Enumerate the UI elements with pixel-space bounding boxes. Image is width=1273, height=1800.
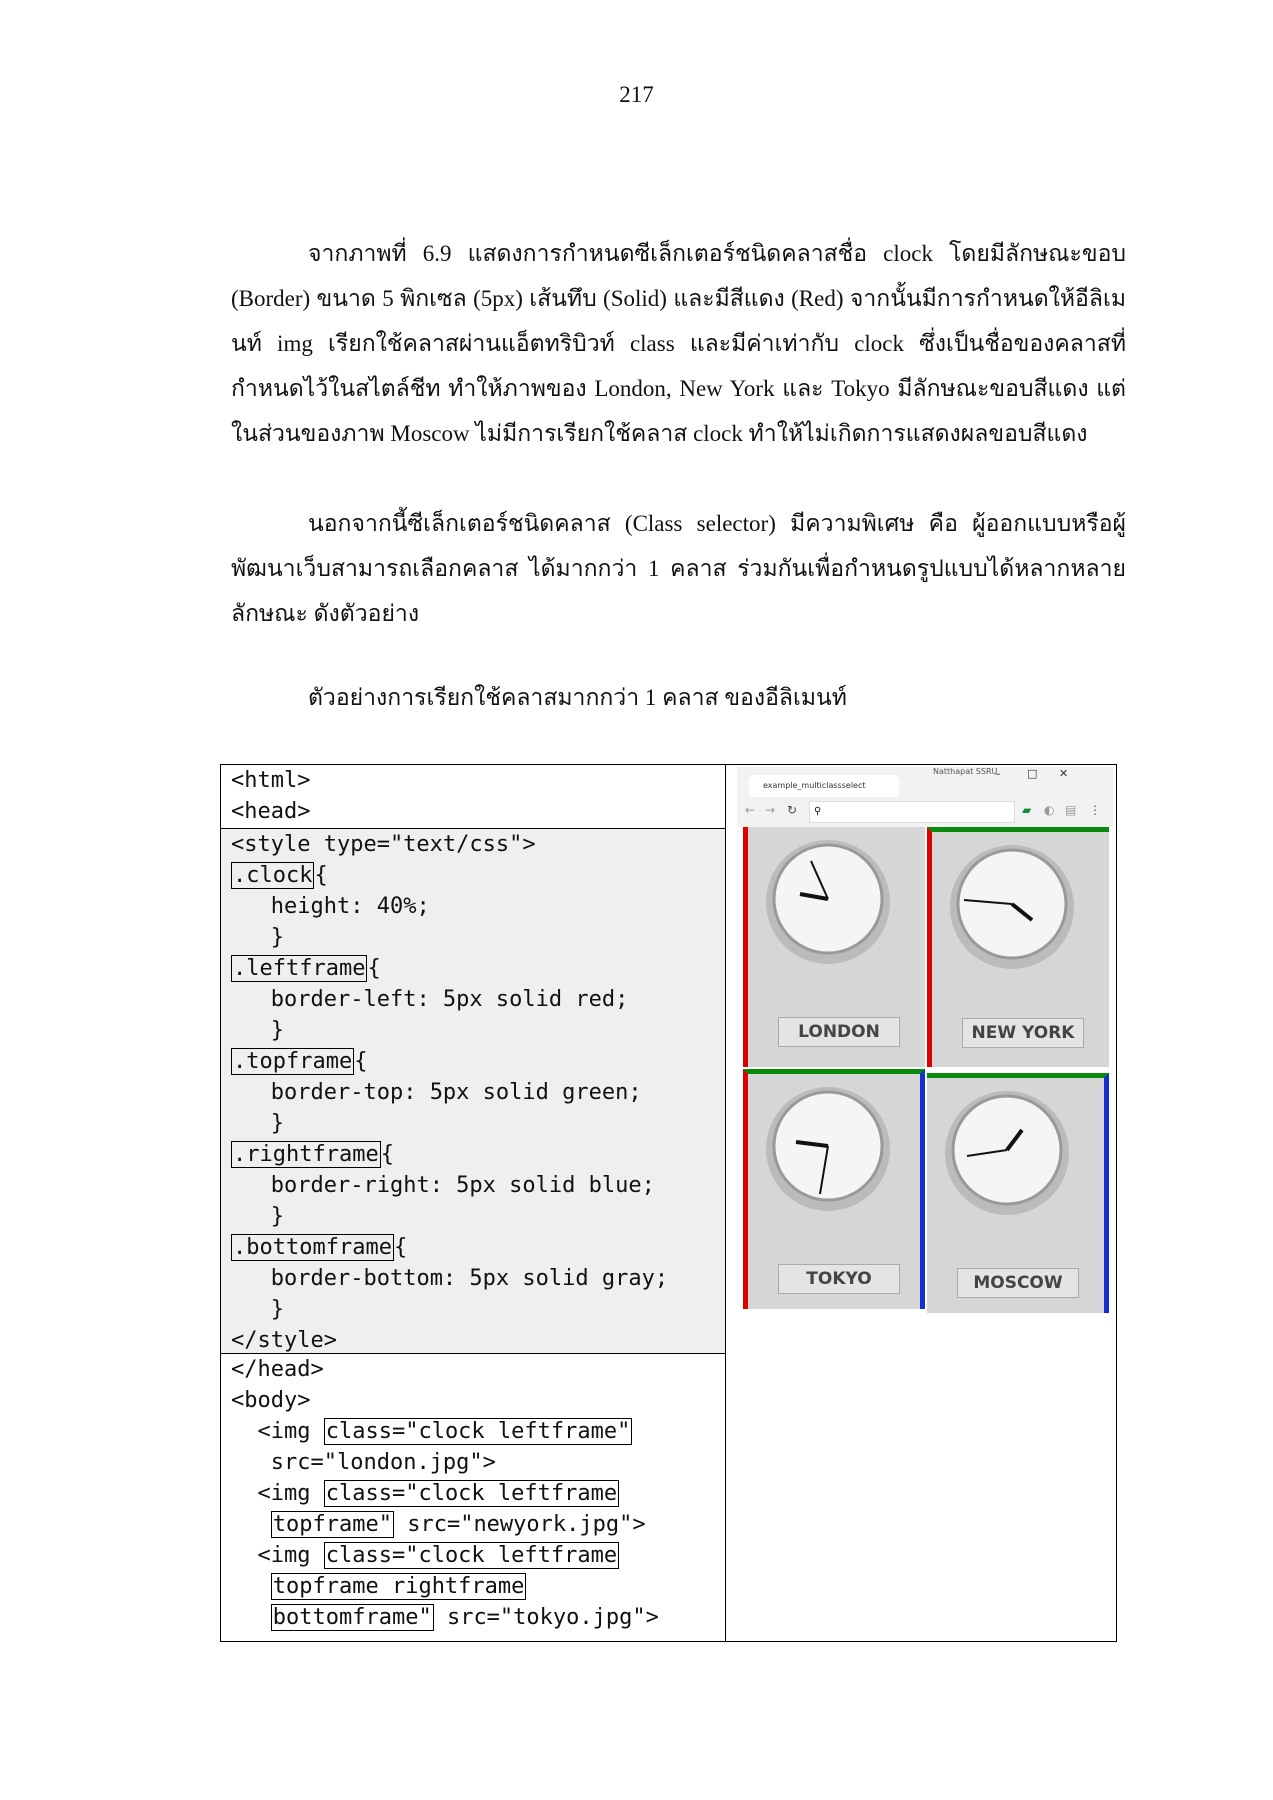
clock-tokyo — [743, 1069, 925, 1309]
brace: } — [270, 1204, 284, 1229]
page-number: 217 — [619, 82, 654, 107]
extension-icon: ◐ — [1044, 803, 1055, 817]
menu-icon: ⋮ — [1089, 803, 1101, 817]
code-token: <img — [257, 1543, 324, 1568]
brace: { — [354, 1049, 368, 1074]
example-caption: ตัวอย่างการเรียกใช้คลาสมากกว่า 1 คลาส ของอีลิเมนท์ — [308, 685, 847, 710]
clock-label: MOSCOW — [957, 1268, 1079, 1298]
address-bar — [809, 801, 1015, 823]
class-attr-box: class="clock leftframe" — [325, 1419, 631, 1444]
close-icon: ✕ — [1059, 767, 1069, 780]
clock-icon — [748, 827, 918, 977]
example-table — [220, 764, 1117, 1642]
selector-rightframe: .rightframe — [233, 1142, 379, 1167]
clock-icon — [927, 1078, 1097, 1228]
class-attr-box: bottomframe" — [272, 1605, 432, 1630]
print-icon: ▤ — [1065, 803, 1077, 817]
forward-icon: → — [765, 803, 776, 817]
code-line: </head> — [231, 1357, 324, 1382]
clock-label: NEW YORK — [962, 1018, 1084, 1048]
code-line: <body> — [231, 1388, 311, 1413]
clock-moscow — [927, 1073, 1109, 1313]
paragraph-2: นอกจากนี้ซีเล็กเตอร์ชนิดคลาส (Class selector) มีความพิเศษ คือ ผู้ออกแบบหรือผู้พัฒนาเว็บสามารถเลือกคลาส ได้มากกว่า 1 คลาส ร่วมกันเพื่อกำหนดรูปแบบได้หลากหลายลักษณะ ดังตัวอย่าง — [231, 511, 1126, 626]
declaration: border-left: 5px solid red; — [270, 987, 629, 1012]
paragraph-1: จากภาพที่ 6.9 แสดงการกำหนดซีเล็กเตอร์ชนิดคลาสชื่อ clock โดยมีลักษณะขอบ (Border) ขนาด 5 พิกเซล (5px) เส้นทึบ (Solid) และมีสีแดง (Red) จากนั้นมีการกำหนดให้อีลิเมนท์ img เรียกใช้คลาสผ่านแอ็ตทริบิวท์ class และมีค่าเท่ากับ clock ซึ่งเป็นชื่อของคลาสที่กำหนดไว้ในสไตล์ชีท ทำให้ภาพของ London, New York และ Tokyo มีลักษณะขอบสีแดง แต่ในส่วนของภาพ Moscow ไม่มีการเรียกใช้คลาส clock ทำให้ไม่เกิดการแสดงผลขอบสีแดง — [231, 241, 1126, 446]
browser-chrome — [737, 767, 1114, 827]
class-attr-box: class="clock leftframe — [325, 1481, 618, 1506]
code-line: <style type="text/css"> — [231, 832, 536, 857]
declaration: border-bottom: 5px solid gray; — [270, 1266, 669, 1291]
brace: { — [393, 1235, 408, 1260]
browser-tab: example_multiclassselect — [749, 775, 899, 797]
brace: } — [270, 925, 284, 950]
declaration: border-right: 5px solid blue; — [270, 1173, 655, 1198]
brace: { — [367, 956, 381, 981]
brace: } — [270, 1018, 284, 1043]
declaration: border-top: 5px solid green; — [270, 1080, 642, 1105]
selector-bottomframe: .bottomframe — [233, 1235, 392, 1260]
selector-leftframe: .leftframe — [233, 956, 366, 981]
back-icon: ← — [745, 803, 756, 817]
class-attr-box: class="clock leftframe — [325, 1543, 618, 1568]
clock-label: LONDON — [778, 1017, 900, 1047]
code-token: src="newyork.jpg"> — [393, 1512, 646, 1537]
minimize-icon: – — [995, 767, 1001, 780]
code-token: src="tokyo.jpg"> — [433, 1605, 659, 1630]
selector-clock: .clock — [233, 863, 313, 888]
clock-icon — [932, 832, 1102, 982]
clock-label: TOKYO — [778, 1264, 900, 1294]
code-body — [221, 1354, 726, 1641]
maximize-icon: □ — [1027, 767, 1038, 780]
brace: } — [270, 1111, 284, 1136]
declaration: height: 40%; — [270, 894, 430, 919]
browser-screenshot — [737, 767, 1114, 1320]
reload-icon: ↻ — [787, 803, 798, 817]
search-icon: ⚲ — [814, 806, 822, 817]
code-token: src="london.jpg"> — [270, 1450, 496, 1475]
code-token: <img — [257, 1481, 324, 1506]
selector-topframe: .topframe — [233, 1049, 353, 1074]
watermark: Natthapat SSRU — [933, 767, 998, 776]
clock-new-york — [927, 827, 1109, 1067]
clock-london — [743, 827, 925, 1067]
class-attr-box: topframe" — [272, 1512, 392, 1537]
code-style-block — [221, 828, 726, 1354]
brace: } — [270, 1297, 284, 1322]
clock-icon — [748, 1074, 918, 1224]
code-line: <html> — [231, 768, 311, 793]
code-head — [221, 765, 726, 828]
brace: { — [380, 1142, 394, 1167]
brace: { — [314, 863, 328, 888]
code-token: <img — [257, 1419, 324, 1444]
class-attr-box: topframe rightframe — [272, 1574, 525, 1599]
code-line: </style> — [231, 1328, 337, 1353]
code-line: <head> — [231, 799, 311, 824]
cast-icon: ▰ — [1022, 803, 1032, 817]
